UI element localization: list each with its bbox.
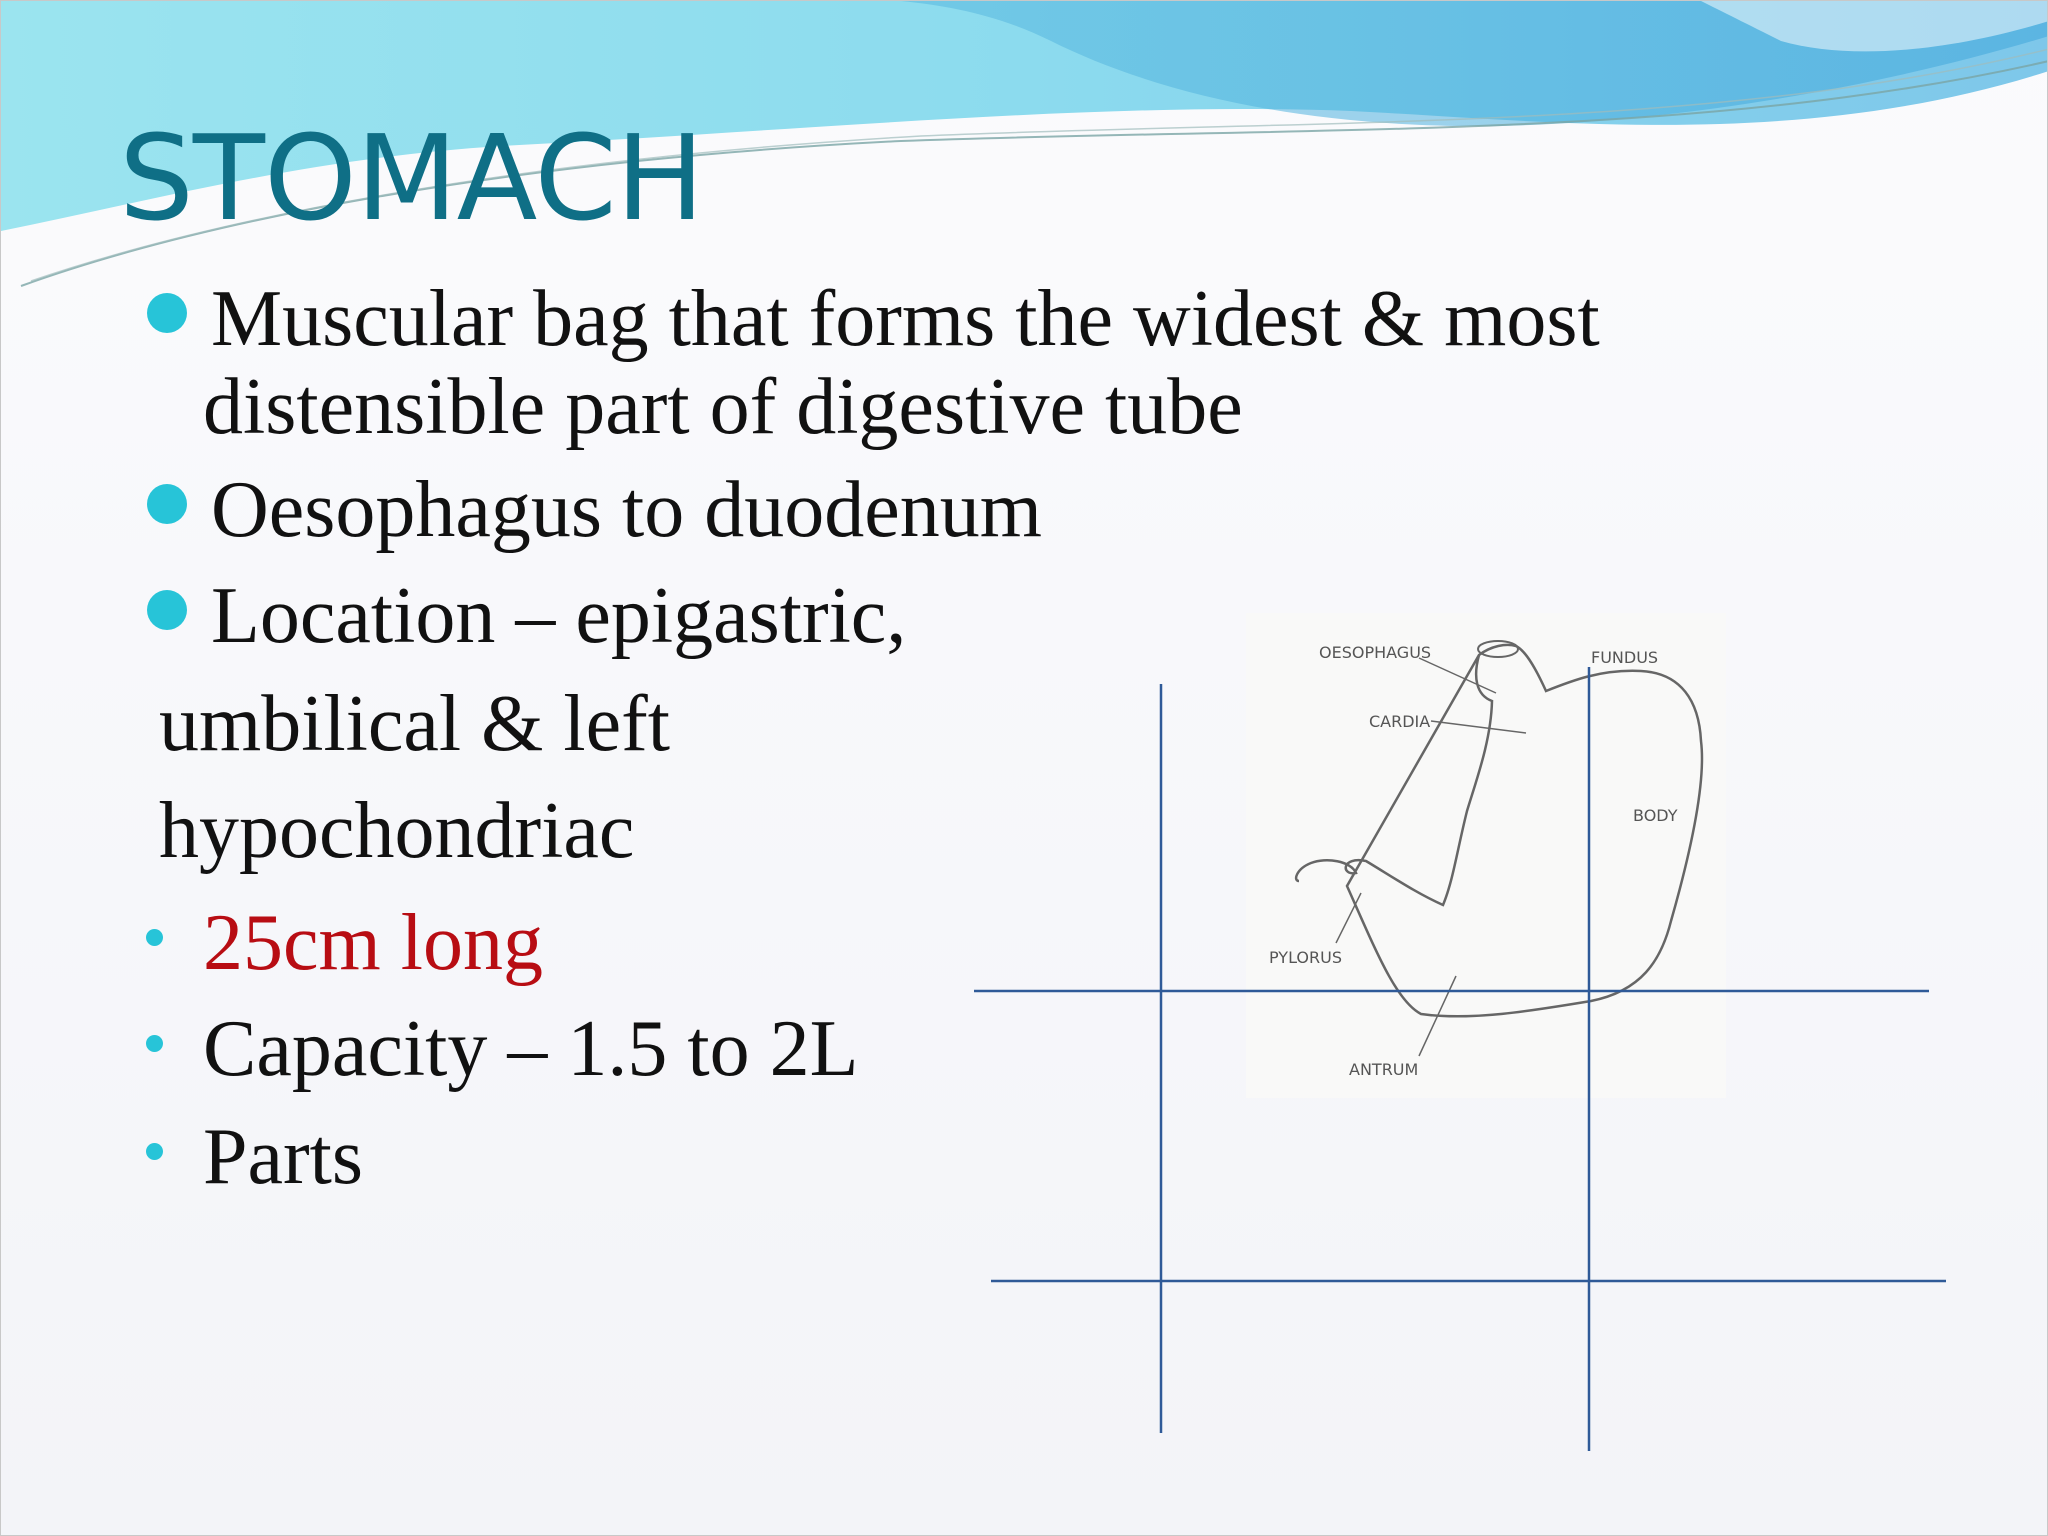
bullet-text-capacity: Capacity – 1.5 to 2L <box>203 1005 859 1093</box>
bullet-text-continued: distensible part of digestive tube <box>203 363 1243 451</box>
bullet-text: Location – epigastric, <box>211 572 907 660</box>
bullet-text-parts: Parts <box>203 1113 363 1201</box>
bullet-text-length: 25cm long <box>203 899 543 987</box>
diagram-label-pylorus: PYLORUS <box>1269 948 1342 967</box>
bullet-text-continued: hypochondriac <box>159 787 635 875</box>
bullet-text: Muscular bag that forms the widest & most <box>211 275 1600 363</box>
stomach-diagram <box>1 1 2048 1536</box>
slide-title: STOMACH <box>119 109 704 247</box>
diagram-label-oesophagus: OESOPHAGUS <box>1319 643 1432 662</box>
bullet-text-continued: umbilical & left <box>159 680 670 768</box>
diagram-label-fundus: FUNDUS <box>1591 648 1659 667</box>
diagram-image-background <box>1246 613 1726 1098</box>
diagram-label-cardia: CARDIA <box>1369 712 1431 731</box>
diagram-label-body: BODY <box>1633 806 1678 825</box>
bullet-text: Oesophagus to duodenum <box>211 466 1043 554</box>
diagram-label-antrum: ANTRUM <box>1349 1060 1419 1079</box>
